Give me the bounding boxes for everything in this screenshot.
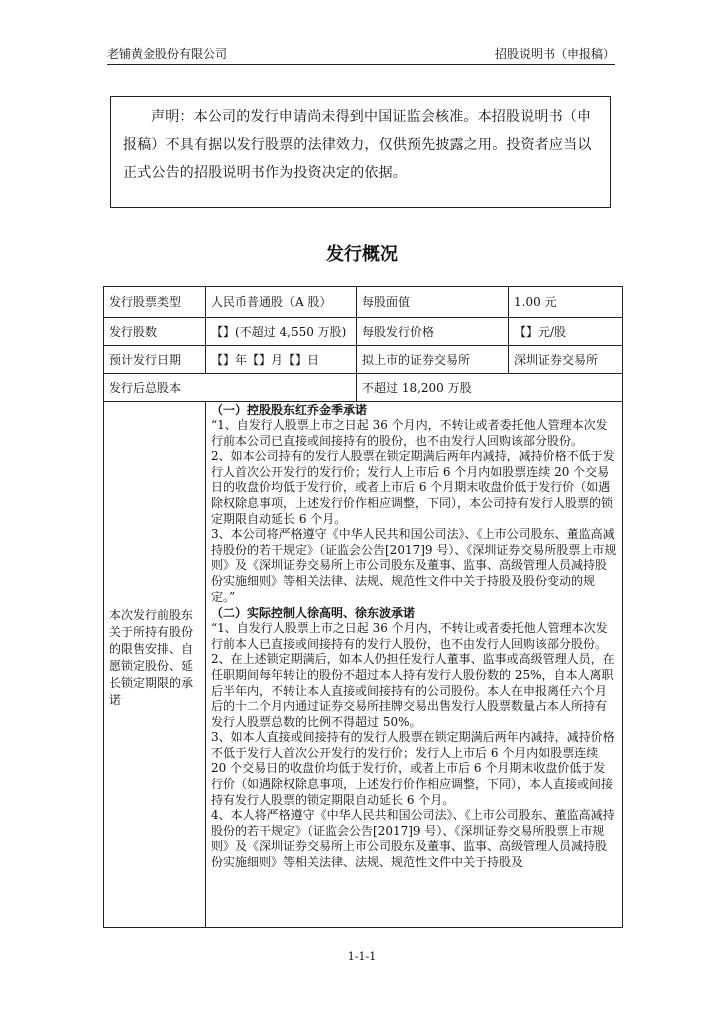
cell-label: 发行股票类型 bbox=[104, 287, 206, 318]
paragraph: “1、自发行人股票上市之日起 36 个月内，不转让或者委托他人管理本次发行前本人已直接或间接持有的发行人股份，也不由发行人回购该部分股份。 bbox=[211, 621, 608, 651]
cell-value: 不超过 18,200 万股 bbox=[357, 374, 623, 402]
paragraph: 2、在上述锁定期满后，如本人仍担任发行人董事、监事或高级管理人员，在任职期间每年转让的股份不超过本人持有发行人股份数的 25%，自本人离职后半年内，不转让本人直接或间接持有的公司股份。本人在申报离任六个月后的十二个月内通过证券交易所挂牌交易出售发行人股票数量占本人所持有发行人股票总数的比例不得超过 50%。 bbox=[211, 652, 615, 729]
cell-value: 【】元/股 bbox=[509, 318, 623, 346]
header-company: 老铺黄金股份有限公司 bbox=[107, 47, 228, 61]
table-row bbox=[104, 318, 623, 346]
cell-label: 发行股数 bbox=[104, 318, 206, 346]
table-row bbox=[104, 287, 623, 318]
cell-label: 预计发行日期 bbox=[104, 346, 206, 374]
lockup-content bbox=[211, 402, 617, 927]
cell-label: 发行后总股本 bbox=[104, 374, 357, 402]
lockup-label-cell bbox=[104, 402, 206, 928]
page-number: 1-1-1 bbox=[347, 950, 377, 963]
paragraph: 3、本公司将严格遵守《中华人民共和国公司法》、《上市公司股东、董监高减持股份的若干规定》（证监会公告[2017]9 号）、《深圳证券交易所股票上市规则》及《深圳证券交易所上市公司股东及董事、监事、高级管理人员减持股份实施细则》等相关法律、法规、规范性文件中关于持股及股份变动的规定。” bbox=[211, 527, 617, 604]
cell-value: 深圳证券交易所 bbox=[509, 346, 623, 374]
lockup-label: 本次发行前股东关于所持有股份的限售安排、自愿锁定股份、延长锁定期限的承诺 bbox=[109, 608, 194, 707]
cell-value: 【】年【】月【】日 bbox=[206, 346, 357, 374]
cell-value: 【】(不超过 4,550 万股) bbox=[206, 318, 357, 346]
declaration-box: 声明：本公司的发行申请尚未得到中国证监会核准。本招股说明书（申报稿）不具有据以发行股票的法律效力，仅供预先披露之用。投资者应当以正式公告的招股说明书作为投资决定的依据。 bbox=[110, 96, 611, 208]
cell-value: 1.00 元 bbox=[509, 287, 623, 318]
cell-label: 每股发行价格 bbox=[357, 318, 509, 346]
paragraph: “1、自发行人股票上市之日起 36 个月内，不转让或者委托他人管理本次发行前本公司已直接或间接持有的股份，也不由发行人回购该部分股份。 bbox=[211, 418, 608, 448]
offering-summary-table bbox=[103, 286, 623, 928]
paragraph: 3、如本人直接或间接持有的发行人股票在锁定期满后两年内减持，减持价格不低于发行人首次公开发行的发行价；发行人上市后 6 个月内如股票连续 20 个交易日的收盘价均低于发行价，或者上市后 6 个月期末收盘价低于发行价（如遇除权除息事项，上述发行价作相应调整，下同），本人直接或间接持有发行人股票的锁定期限自动延长 6 个月。 bbox=[211, 730, 615, 807]
lockup-content-cell bbox=[206, 402, 623, 928]
paragraph: 4、本人将严格遵守《中华人民共和国公司法》、《上市公司股东、董监高减持股份的若干规定》（证监会公告[2017]9 号）、《深圳证券交易所股票上市规则》及《深圳证券交易所上市公司股东及董事、监事、高级管理人员减持股份实施细则》等相关法律、法规、规范性文件中关于持股及 bbox=[211, 808, 615, 870]
section-title: 发行概况 bbox=[326, 244, 398, 265]
header-doc-title: 招股说明书（申报稿） bbox=[494, 47, 615, 61]
cell-label: 每股面值 bbox=[357, 287, 509, 318]
table-row bbox=[104, 402, 623, 928]
table-row bbox=[104, 346, 623, 374]
section-heading: （二）实际控制人徐高明、徐东波承诺 bbox=[211, 606, 416, 621]
cell-label: 拟上市的证券交易所 bbox=[357, 346, 509, 374]
paragraph: 2、如本公司持有的发行人股票在锁定期满后两年内减持，减持价格不低于发行人首次公开发行的发行价；发行人上市后 6 个月内如股票连续 20 个交易日的收盘价均低于发行价，或者上市后 6 个月期末收盘价低于发行价（如遇除权除息事项，上述发行价作相应调整，下同），本公司持有发行人股票的锁定期限自动延长 6 个月。 bbox=[211, 449, 615, 526]
table-row bbox=[104, 374, 623, 402]
page-header bbox=[107, 44, 615, 65]
section-heading: （一）控股股东红乔金季承诺 bbox=[211, 403, 368, 417]
cell-value: 人民币普通股（A 股） bbox=[206, 287, 357, 318]
